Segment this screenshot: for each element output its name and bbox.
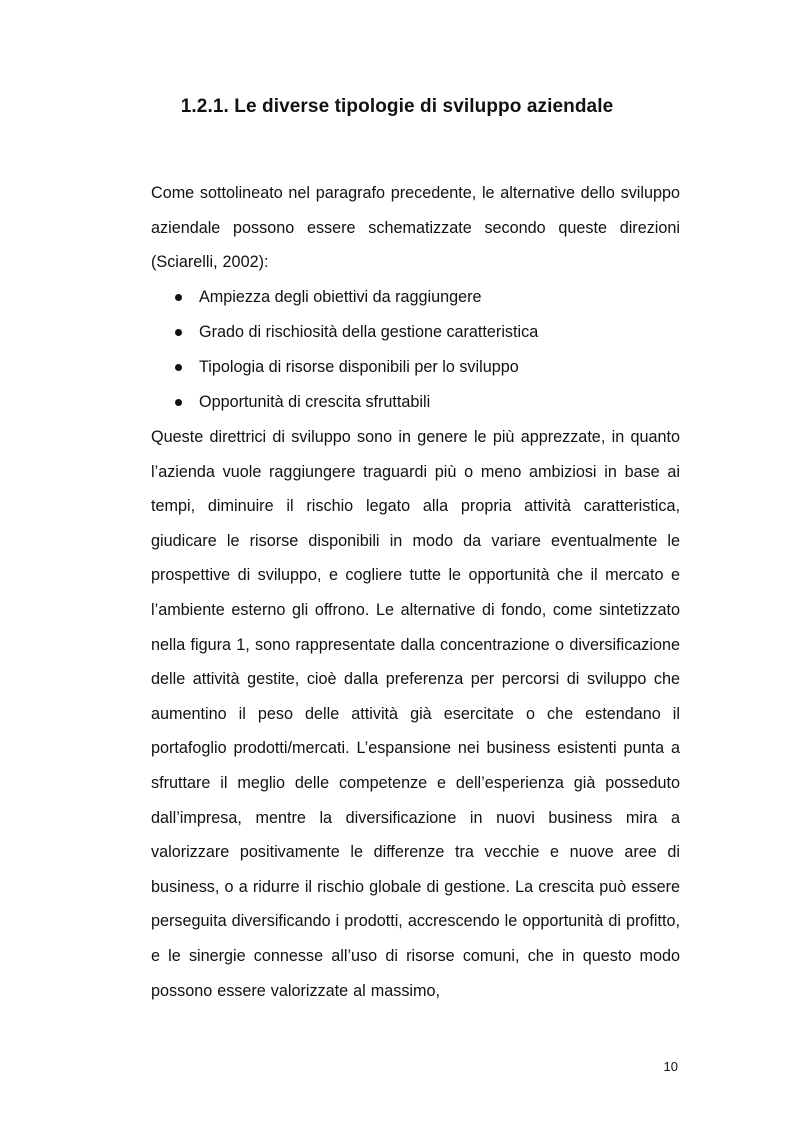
bullet-list	[151, 280, 680, 420]
bullet-item	[151, 350, 680, 385]
intro-paragraph: Come sottolineato nel paragrafo precedente, le alternative dello sviluppo aziendale possono essere schematizzate secondo queste direzioni (Sciarelli, 2002):	[151, 184, 680, 272]
bullet-item	[151, 315, 680, 350]
bullet-text: Grado di rischiosità della gestione caratteristica	[199, 322, 539, 341]
bullet-text: Ampiezza degli obiettivi da raggiungere	[199, 288, 482, 306]
main-paragraph: Queste direttrici di sviluppo sono in genere le più apprezzate, in quanto l’azienda vuole raggiungere traguardi più o meno ambiziosi in base ai tempi, diminuire il rischio legato alla propria attività caratteristica, giudicare le risorse disponibili in modo da variare eventualmente le prospettive di sviluppo, e cogliere tutte le opportunità che il mercato e l’ambiente esterno gli offrono. Le alternative di fondo, come sintetizzato nella figura 1, sono rappresentate dalla concentrazione o diversificazione delle attività gestite, cioè dalla preferenza per percorsi di sviluppo che aumentino il peso delle attività già esercitate o che estendano il portafoglio prodotti/mercati. L’espansione nei business esistenti punta a sfruttare il meglio delle competenze e dell’esperienza già posseduto dall’impresa, mentre la diversificazione in nuovi business mira a valorizzare positivamente le differenze tra vecchie e nuove aree di business, o a ridurre il rischio globale di gestione. La crescita può essere perseguita diversificando i prodotti, accrescendo le opportunità di profitto, e le sinergie connesse all’uso di risorse comuni, che in questo modo possono essere valorizzate al massimo,	[151, 428, 680, 1000]
page-number: 10	[663, 1059, 678, 1074]
bullet-dot-icon	[175, 294, 182, 301]
bullet-dot-icon	[175, 399, 182, 406]
bullet-dot-icon	[175, 364, 182, 371]
bullet-text: Opportunità di crescita sfruttabili	[199, 392, 431, 411]
bullet-dot-icon	[175, 329, 182, 336]
bullet-text: Tipologia di risorse disponibili per lo sviluppo	[199, 357, 519, 376]
bullet-item	[151, 280, 680, 315]
section-heading: 1.2.1. Le diverse tipologie di sviluppo aziendale	[180, 96, 614, 117]
bullet-item	[151, 385, 680, 420]
